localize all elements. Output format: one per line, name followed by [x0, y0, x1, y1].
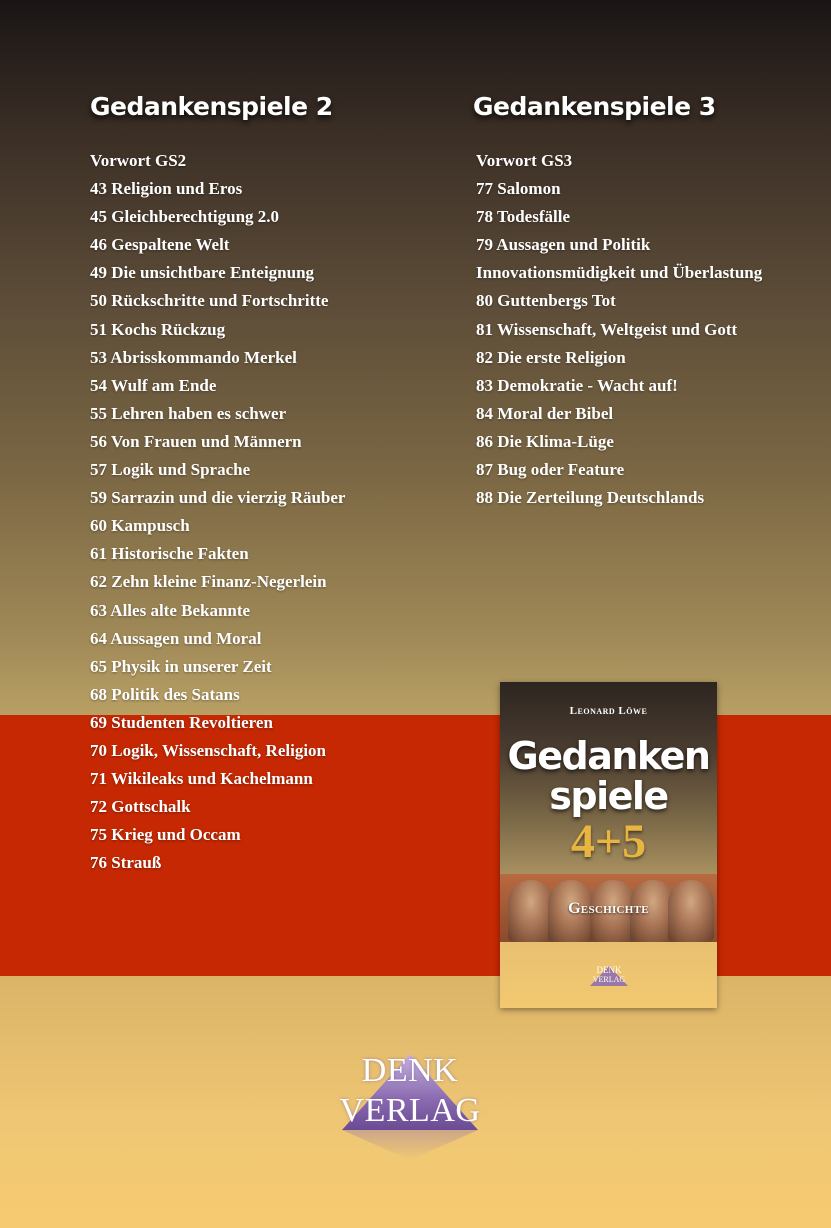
toc-entry[interactable]: 63 Alles alte Bekannte [90, 600, 251, 620]
book-subtitle: Geschichte [568, 900, 649, 917]
toc-entry[interactable]: 50 Rückschritte und Fortschritte [90, 291, 329, 311]
toc-entry[interactable]: 65 Physik in unserer Zeit [90, 656, 272, 676]
logo-text-line2: VERLAG [339, 1092, 481, 1129]
logo-small-line2: VERLAG [592, 975, 626, 984]
book-title-line: spiele [549, 774, 668, 818]
toc-entry[interactable]: 43 Religion und Eros [90, 179, 243, 199]
book-volume-number: 4+5 [570, 815, 647, 868]
toc-entry[interactable]: 55 Lehren haben es schwer [90, 403, 287, 423]
toc-entry[interactable]: 56 Von Frauen und Männern [90, 431, 302, 451]
logo-text-line1: DENK [361, 1052, 459, 1089]
toc-column-gs3 [473, 92, 762, 512]
toc-entry[interactable]: 82 Die erste Religion [476, 347, 626, 367]
toc-entry[interactable]: 69 Studenten Revoltieren [90, 712, 273, 732]
toc-entry[interactable]: 83 Demokratie - Wacht auf! [476, 375, 678, 395]
toc-entry[interactable]: 77 Salomon [476, 179, 561, 199]
column-title: Gedankenspiele 2 [90, 92, 333, 121]
toc-entry[interactable]: 80 Guttenbergs Tot [476, 291, 616, 311]
toc-entry[interactable]: 71 Wikileaks und Kachelmann [90, 769, 313, 789]
toc-entry[interactable]: 64 Aussagen und Moral [90, 628, 262, 648]
logo-small-line1: DENK [596, 965, 622, 975]
toc-entry[interactable]: Innovationsmüdigkeit und Überlastung [476, 263, 763, 283]
toc-entry[interactable]: 78 Todesfälle [476, 207, 570, 227]
toc-entry[interactable]: 70 Logik, Wissenschaft, Religion [90, 740, 326, 760]
toc-list [473, 147, 762, 512]
book-title-line: Gedanken [507, 734, 710, 778]
toc-entry[interactable]: 75 Krieg und Occam [90, 825, 241, 845]
toc-entry[interactable]: 45 Gleichberechtigung 2.0 [90, 207, 280, 227]
toc-entry[interactable]: 76 Strauß [90, 853, 162, 873]
toc-entry[interactable]: Vorwort GS2 [90, 151, 187, 170]
toc-entry[interactable]: 81 Wissenschaft, Weltgeist und Gott [476, 319, 738, 339]
toc-entry[interactable]: 72 Gottschalk [90, 797, 191, 817]
toc-entry[interactable]: 68 Politik des Satans [90, 684, 240, 704]
book-cover[interactable] [500, 682, 717, 1008]
book-title [500, 736, 717, 816]
book-cover-top [500, 682, 717, 874]
toc-entry[interactable]: 87 Bug oder Feature [476, 460, 625, 480]
toc-entry[interactable]: 46 Gespaltene Welt [90, 235, 230, 255]
toc-entry[interactable]: 57 Logik und Sprache [90, 460, 251, 480]
column-title: Gedankenspiele 3 [473, 92, 716, 121]
toc-entry[interactable]: 86 Die Klima-Lüge [476, 431, 614, 451]
toc-entry[interactable]: 59 Sarrazin und die vierzig Räuber [90, 488, 346, 508]
toc-entry[interactable]: 53 Abrisskommando Merkel [90, 347, 297, 367]
toc-entry[interactable]: 88 Die Zerteilung Deutschlands [476, 488, 705, 508]
publisher-logo-small [584, 960, 634, 990]
toc-entry[interactable]: 49 Die unsichtbare Enteignung [90, 263, 315, 283]
toc-entry[interactable]: Vorwort GS3 [476, 151, 573, 170]
toc-entry[interactable]: 62 Zehn kleine Finanz-Negerlein [90, 572, 327, 592]
publisher-logo[interactable] [338, 1048, 482, 1160]
book-author: Leonard Löwe [569, 705, 648, 717]
toc-entry[interactable]: 84 Moral der Bibel [476, 403, 614, 423]
toc-entry[interactable]: 51 Kochs Rückzug [90, 319, 226, 339]
toc-column-gs2 [90, 92, 345, 877]
toc-entry[interactable]: 61 Historische Fakten [90, 544, 249, 564]
toc-entry[interactable]: 54 Wulf am Ende [90, 375, 217, 395]
toc-list [90, 147, 345, 877]
toc-entry[interactable]: 60 Kampusch [90, 516, 190, 536]
book-cover-bottom [500, 942, 717, 1008]
toc-entry[interactable]: 79 Aussagen und Politik [476, 235, 651, 255]
